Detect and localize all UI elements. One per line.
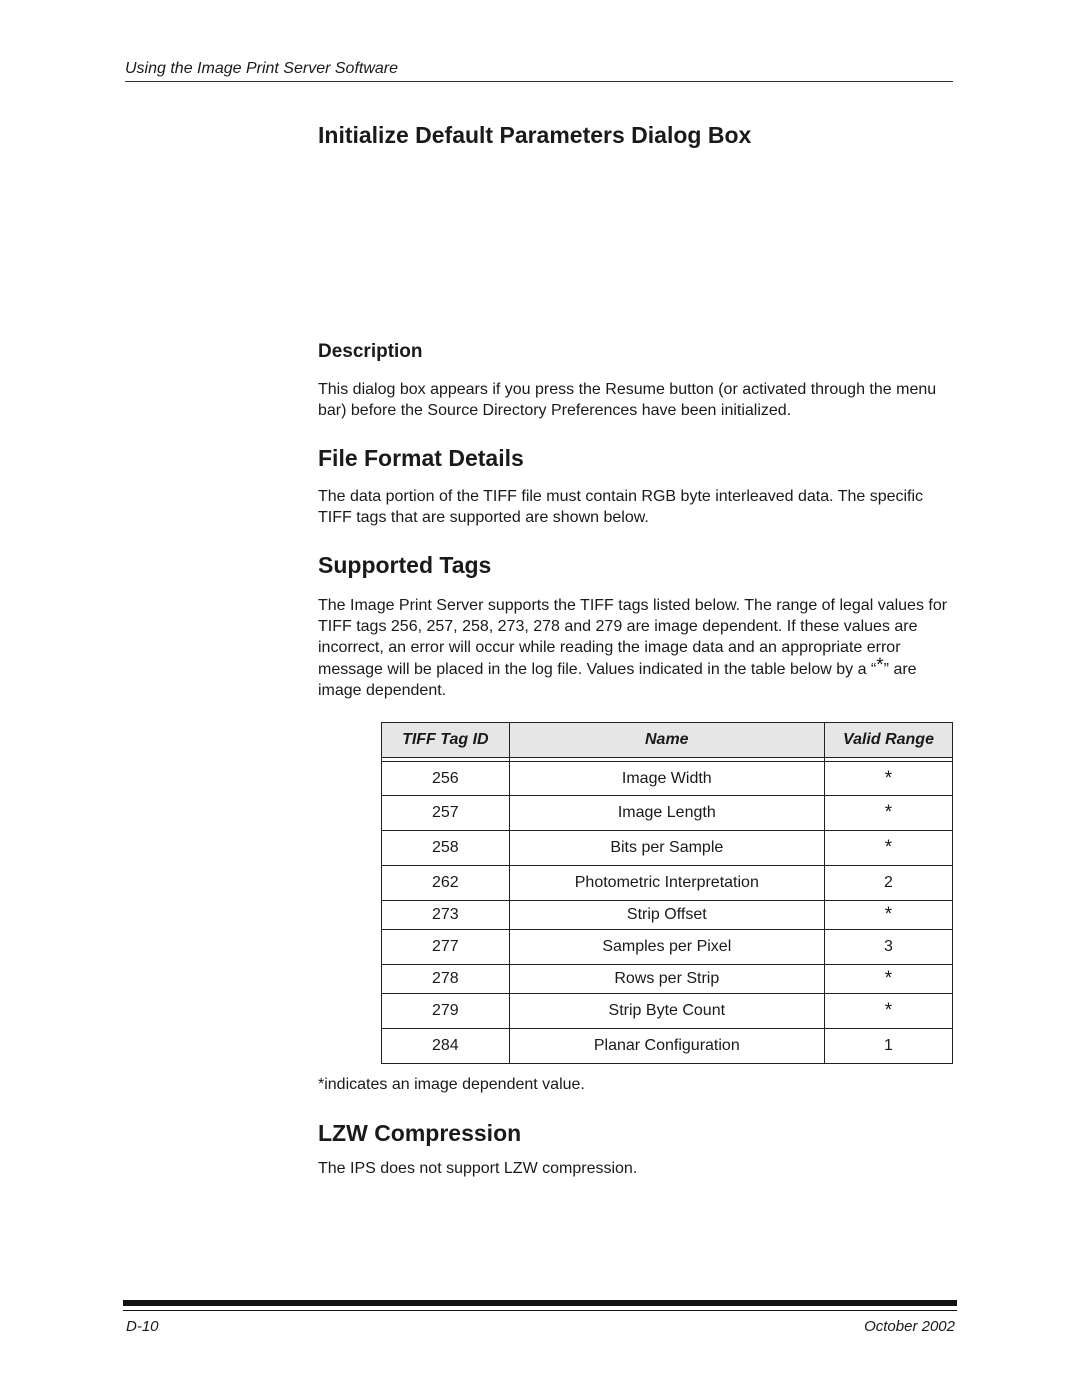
header-valid-range: Valid Range <box>824 723 952 758</box>
table-row <box>382 796 953 831</box>
tag-id-cell: 258 <box>382 831 510 866</box>
supported-tags-text-before: The Image Print Server supports the TIFF tags listed below. The range of legal values for TIFF tags 256, 257, 258, 273, 278 and 279 are image dependent. If these values are incorrect, an error will occur while reading the image data and an appropriate error message will be placed in the log file. Values indicated in the table below by a “ <box>318 597 948 678</box>
table-row <box>382 1029 953 1064</box>
table-row <box>382 965 953 994</box>
tag-id-cell: 278 <box>382 965 510 994</box>
tag-id-cell: 256 <box>382 762 510 796</box>
tag-range-cell: * <box>824 901 952 930</box>
tag-range-cell: 2 <box>824 866 952 901</box>
table-row <box>382 901 953 930</box>
tag-name-cell: Planar Configuration <box>509 1029 824 1064</box>
lzw-heading: LZW Compression <box>318 1120 522 1146</box>
footer-rule-thick <box>123 1300 957 1306</box>
header-name: Name <box>509 723 824 758</box>
supported-tags-heading: Supported Tags <box>318 552 492 578</box>
tag-id-cell: 273 <box>382 901 510 930</box>
table-header-row <box>382 723 953 758</box>
file-format-heading: File Format Details <box>318 445 524 471</box>
page-number: D-10 <box>126 1318 159 1335</box>
tag-id-cell: 279 <box>382 994 510 1029</box>
tag-range-cell: * <box>824 762 952 796</box>
tag-name-cell: Samples per Pixel <box>509 930 824 965</box>
lzw-text: The IPS does not support LZW compression. <box>318 1160 638 1177</box>
tag-range-cell: * <box>824 994 952 1029</box>
file-format-text: The data portion of the TIFF file must contain RGB byte interleaved data. The specific TIFF tags that are supported are shown below. <box>318 488 924 526</box>
table-row <box>382 994 953 1029</box>
tag-range-cell: * <box>824 796 952 831</box>
tag-name-cell: Strip Byte Count <box>509 994 824 1029</box>
description-text: This dialog box appears if you press the Resume button (or activated through the menu bar) before the Source Directory Preferences have been initialized. <box>318 381 937 419</box>
footer-rule-thin <box>123 1310 957 1311</box>
tag-id-cell: 277 <box>382 930 510 965</box>
tag-range-cell: * <box>824 965 952 994</box>
tag-name-cell: Image Length <box>509 796 824 831</box>
table-row <box>382 762 953 796</box>
tag-name-cell: Rows per Strip <box>509 965 824 994</box>
tag-name-cell: Bits per Sample <box>509 831 824 866</box>
tag-id-cell: 257 <box>382 796 510 831</box>
supported-tags-text-after: ” are image dependent. <box>318 661 917 699</box>
dialog-title: Initialize Default Parameters Dialog Box <box>318 122 752 148</box>
supported-tags-text <box>318 595 954 701</box>
table-row <box>382 866 953 901</box>
tag-range-cell: 1 <box>824 1029 952 1064</box>
footer-date: October 2002 <box>864 1318 955 1335</box>
asterisk-symbol: * <box>876 655 884 676</box>
table-footnote: *indicates an image dependent value. <box>318 1076 585 1093</box>
header-tiff-tag-id: TIFF Tag ID <box>382 723 510 758</box>
tag-range-cell: * <box>824 831 952 866</box>
description-heading: Description <box>318 341 423 362</box>
tag-name-cell: Strip Offset <box>509 901 824 930</box>
tag-range-cell: 3 <box>824 930 952 965</box>
table-row <box>382 930 953 965</box>
tag-name-cell: Image Width <box>509 762 824 796</box>
tag-id-cell: 262 <box>382 866 510 901</box>
running-header: Using the Image Print Server Software <box>125 60 953 82</box>
tag-id-cell: 284 <box>382 1029 510 1064</box>
tag-name-cell: Photometric Interpretation <box>509 866 824 901</box>
tiff-tags-table <box>381 722 953 1064</box>
table-row <box>382 831 953 866</box>
